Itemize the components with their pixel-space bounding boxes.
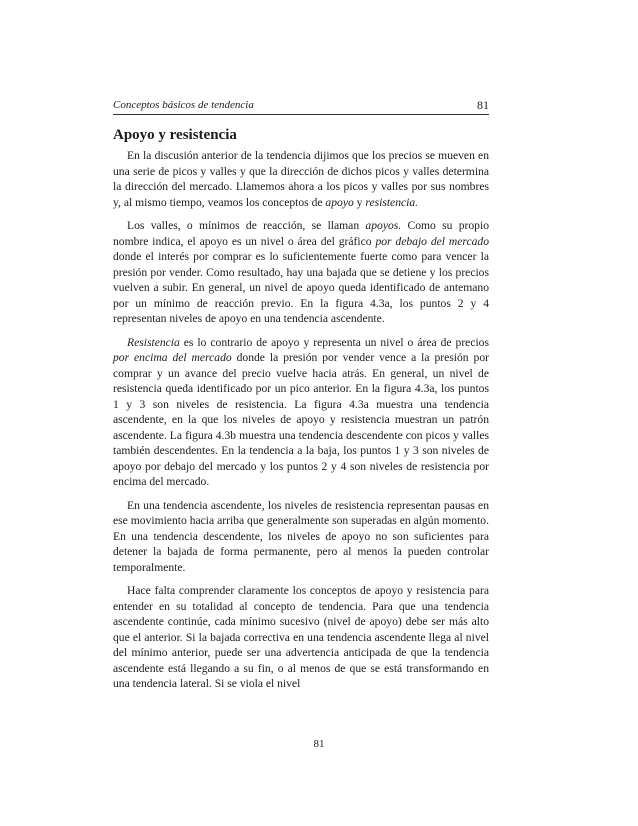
- page: [113, 98, 489, 700]
- paragraph: [113, 148, 489, 210]
- text-run: donde el interés por comprar es lo suficientemente fuerte como para vencer la presión por vender. Como resultado, hay una bajada que se detiene y los precios vuelven a subir. En general, un nivel de apoyo queda identificado de antemano por un mínimo de reacción previo. En la figura 4.3a, los puntos 2 y 4 representan niveles de apoyo en una tendencia ascendente.: [113, 250, 489, 325]
- emphasized-text: Resistencia: [127, 335, 180, 349]
- paragraph: [113, 218, 489, 327]
- emphasized-text: apoyo: [325, 195, 354, 209]
- section-title: Apoyo y resistencia: [113, 127, 237, 143]
- text-run: Los valles, o mínimos de reacción, se llaman: [127, 219, 366, 232]
- emphasized-text: apoyos.: [365, 219, 402, 232]
- text-run: Como su propio nombre indica, el apoyo es un nivel o área del gráfico: [113, 219, 489, 248]
- emphasized-text: resistencia.: [365, 195, 419, 209]
- text-run: En una tendencia ascendente, los niveles de resistencia representan pausas en ese movimiento hacia arriba que generalmente son superadas en algún momento. En una tendencia descendente, los niveles de apoyo no son suficientes para detener la bajada de forma permanente, pero al menos la pueden controlar temporalmente.: [113, 498, 489, 574]
- page-folio: 81: [313, 738, 325, 750]
- emphasized-text: por encima del mercado: [113, 351, 232, 364]
- text-run: es lo contrario de apoyo y representa un nivel o área de precios: [179, 335, 489, 349]
- emphasized-text: por debajo del mercado: [375, 234, 490, 248]
- text-run: En la discusión anterior de la tendencia dijimos que los precios se mueven en una serie de picos y valles y que la dirección de dichos picos y valles determina la dirección del mercado. Llamemos ahora a los picos y valles por sus nombres y, al mismo tiempo, veamos los conceptos de: [113, 149, 489, 209]
- text-run: Hace falta comprender claramente los conceptos de apoyo y resistencia para entender en su totalidad al concepto de tendencia. Para que una tendencia ascendente continúe, cada mínimo sucesivo (nivel de apoyo) debe ser más alto que el anterior. Si la bajada correctiva en una tendencia ascendente llega al nivel del mínimo anterior, puede ser una advertencia anticipada de que la tendencia ascendente está llegando a su fin, o al menos de que se está transformando en una tendencia lateral. Si se viola el nivel: [113, 584, 489, 690]
- text-run: donde la presión por vender vence a la presión por comprar y un avance del precio vuelve hacia atrás. En general, un nivel de resistencia queda identificado por un pico anterior. En la figura 4.3a, los puntos 1 y 3 son niveles de resistencia. La figura 4.3a muestra una tendencia ascendente, en la que los niveles de apoyo y resistencia muestran un patrón ascendente. La figura 4.3b muestra una tendencia descendente con picos y valles también descendentes. En la tendencia a la baja, los puntos 1 y 3 son niveles de apoyo por debajo del mercado y los puntos 2 y 4 son niveles de resistencia por encima del mercado.: [113, 351, 489, 488]
- paragraph: [113, 583, 489, 692]
- text-run: y: [353, 195, 366, 209]
- body-text: [113, 148, 489, 692]
- running-header-title: Conceptos básicos de tendencia: [113, 99, 254, 111]
- paragraph: [113, 335, 489, 490]
- paragraph: [113, 498, 489, 576]
- running-header-page-number: 81: [477, 98, 489, 112]
- running-header: [113, 98, 489, 115]
